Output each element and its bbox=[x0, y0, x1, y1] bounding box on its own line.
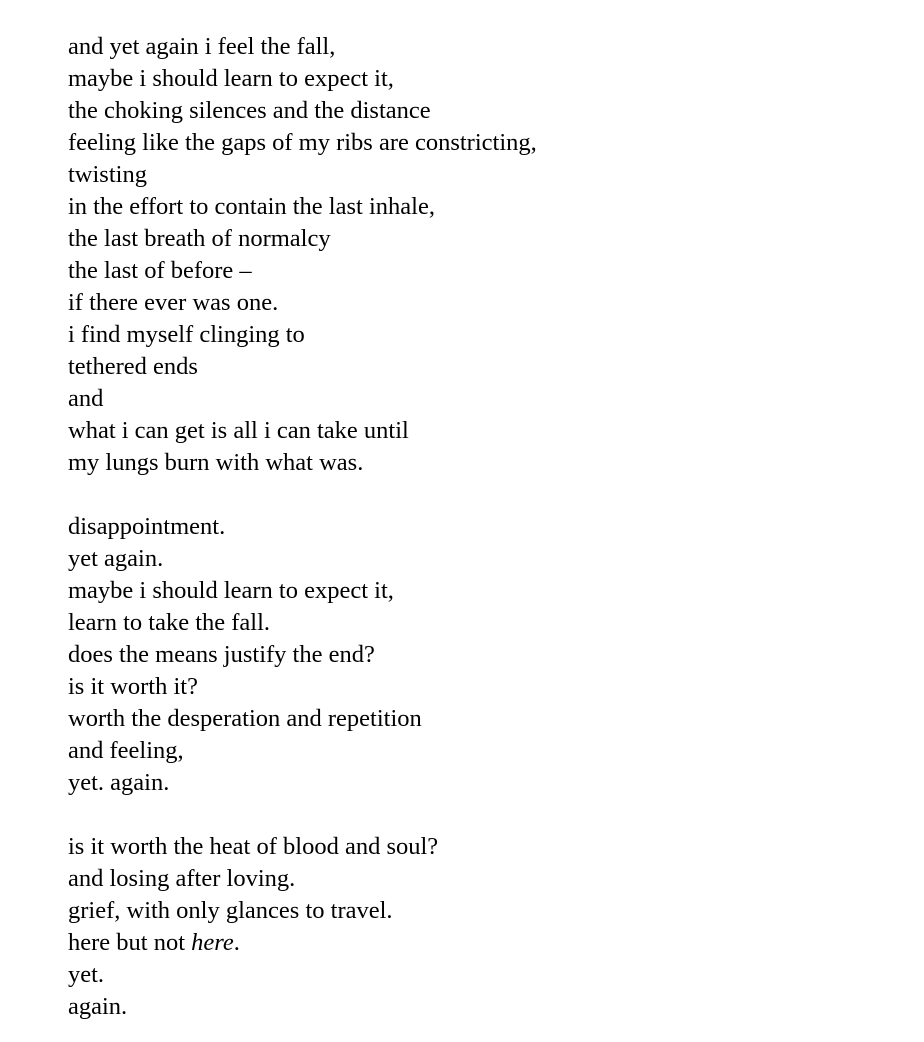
poem-line: maybe i should learn to expect it, bbox=[68, 65, 394, 92]
stanza-3 bbox=[68, 831, 888, 1023]
poem-line: and yet again i feel the fall, bbox=[68, 33, 336, 60]
stanza-1 bbox=[68, 31, 888, 479]
poem-line: and losing after loving. bbox=[68, 865, 296, 892]
poem-line: in the effort to contain the last inhale, bbox=[68, 193, 435, 220]
poem-line: twisting bbox=[68, 161, 147, 188]
poem-body bbox=[68, 31, 888, 1023]
poem-line: if there ever was one. bbox=[68, 289, 279, 316]
poem-line: the last breath of normalcy bbox=[68, 225, 331, 252]
poem-line: grief, with only glances to travel. bbox=[68, 897, 393, 924]
poem-line: tethered ends bbox=[68, 353, 198, 380]
poem-line-suffix: . bbox=[233, 929, 240, 956]
poem-line-prefix: here but not bbox=[68, 929, 192, 956]
stanza-break bbox=[68, 799, 888, 831]
poem-line: yet again. bbox=[68, 545, 164, 572]
poem-line: disappointment. bbox=[68, 513, 226, 540]
poem-line: yet. bbox=[68, 961, 105, 988]
poem-line: again. bbox=[68, 993, 128, 1020]
poem-line: worth the desperation and repetition bbox=[68, 705, 422, 732]
poem-line: learn to take the fall. bbox=[68, 609, 271, 636]
poem-line: is it worth it? bbox=[68, 673, 198, 700]
poem-line: the choking silences and the distance bbox=[68, 97, 431, 124]
poem-line: is it worth the heat of blood and soul? bbox=[68, 833, 439, 860]
emphasized-word: here bbox=[191, 929, 234, 956]
poem-line: i find myself clinging to bbox=[68, 321, 305, 348]
poem-line: yet. again. bbox=[68, 769, 170, 796]
poem-line: and bbox=[68, 385, 104, 412]
poem-line: the last of before – bbox=[68, 257, 252, 284]
poem-line: does the means justify the end? bbox=[68, 641, 375, 668]
stanza-2 bbox=[68, 511, 888, 799]
poem-line: what i can get is all i can take until bbox=[68, 417, 409, 444]
poem-line-with-emphasis bbox=[68, 927, 888, 959]
poem-line: and feeling, bbox=[68, 737, 184, 764]
stanza-break bbox=[68, 479, 888, 511]
poem-line: feeling like the gaps of my ribs are constricting, bbox=[68, 129, 537, 156]
poem-line: my lungs burn with what was. bbox=[68, 449, 364, 476]
poem-line: maybe i should learn to expect it, bbox=[68, 577, 394, 604]
